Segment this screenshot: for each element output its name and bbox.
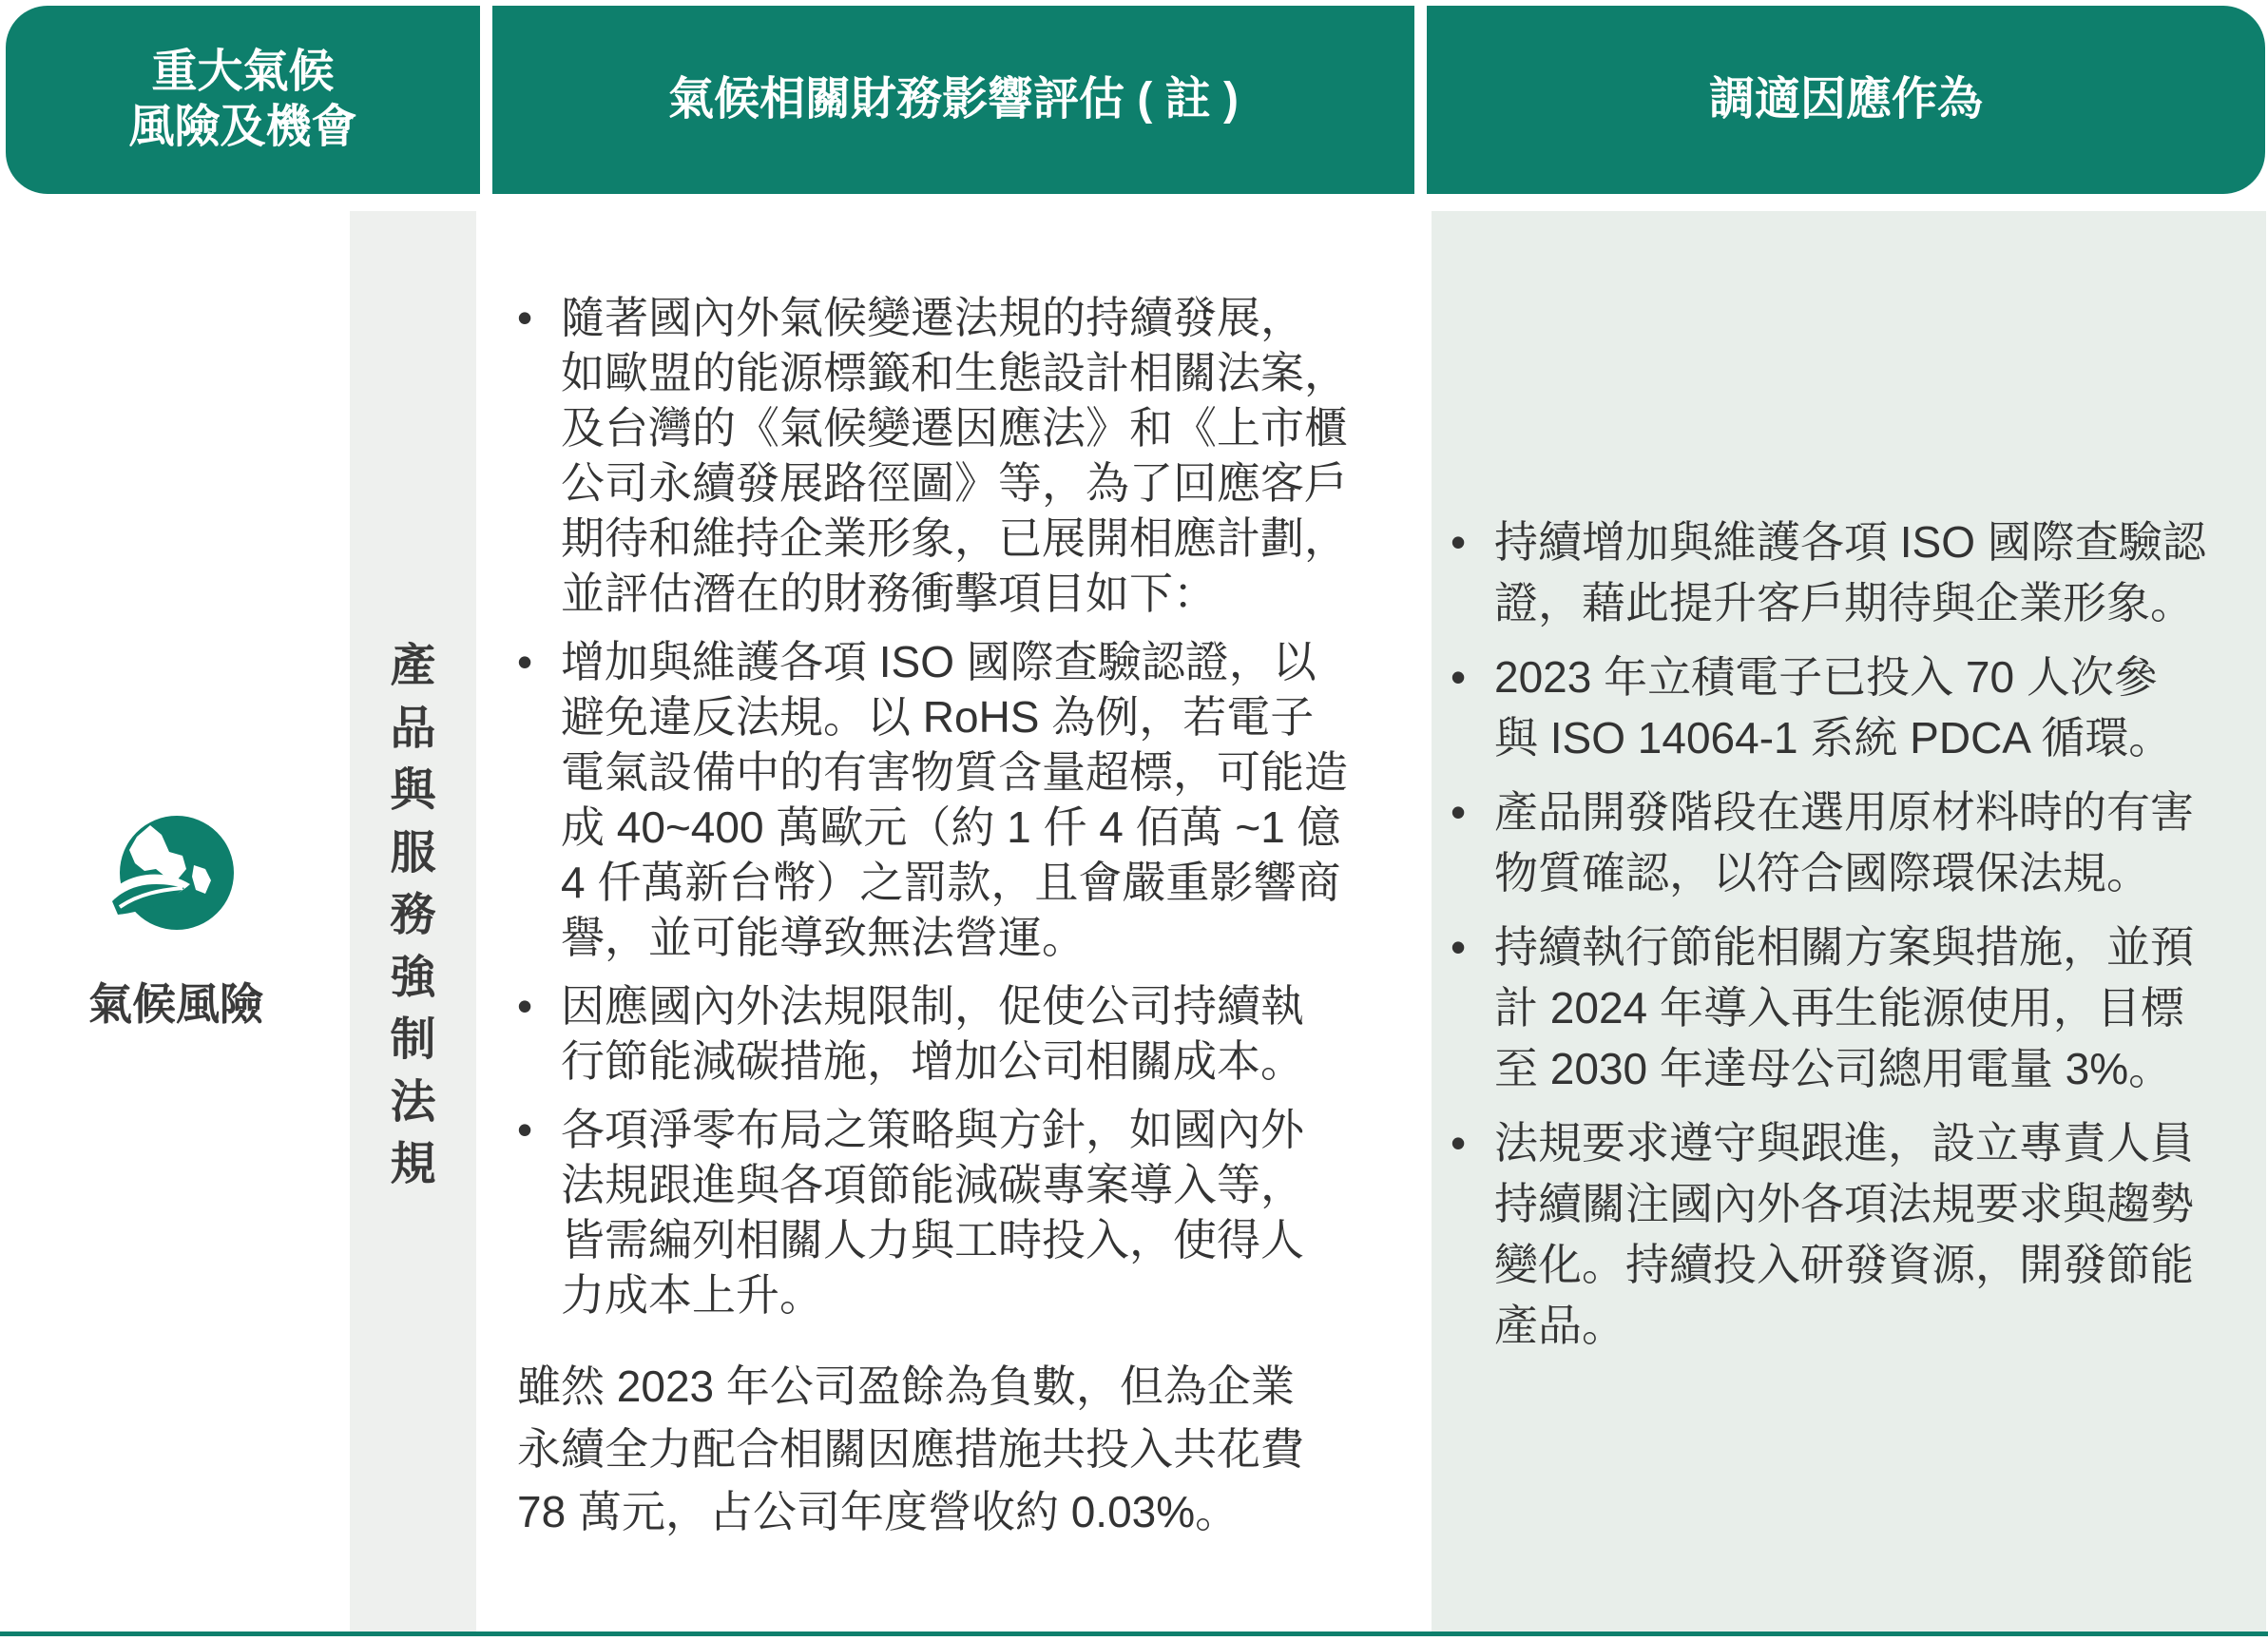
subcategory-char: 服: [390, 827, 436, 878]
action-item: • 持續增加與維護各項 ISO 國際查驗認 證，藉此提升客戶期待與企業形象。: [1451, 512, 2255, 633]
action-item: • 產品開發階段在選用原材料時的有害 物質確認，以符合國際環保法規。: [1451, 782, 2255, 903]
assessment-item: • 隨著國內外氣候變遷法規的持續發展， 如歐盟的能源標籤和生態設計相關法案， 及台灣的《氣候變遷因應法》和《上市櫃 公司永續發展路徑圖》等，為了回應客戶 期待和維持企業形象，已展開相應計劃， 並評估潛在的財務衝擊項目如下：: [517, 290, 1411, 621]
subcategory-char: 強: [390, 952, 436, 1003]
header-col1-line2: 風險及機會: [128, 102, 357, 152]
subcategory-char: 制: [390, 1014, 436, 1065]
assessment-summary: 雖然 2023 年公司盈餘為負數，但為企業 永續全力配合相關因應措施共投入共花費 78 萬元，占公司年度營收約 0.03%。: [517, 1361, 1304, 1536]
header-adaptation-actions: [1427, 6, 2265, 194]
actions-list: [1451, 512, 2255, 1356]
subcategory-char: 品: [390, 703, 436, 754]
risk-label: 氣候風險: [88, 979, 263, 1029]
subcategory-label: [350, 635, 476, 1196]
leaf-globe-icon: [106, 814, 234, 934]
assessment-list: [517, 290, 1411, 1322]
header-col2-text: 氣候相關財務影響評估 ( 註 ): [668, 74, 1239, 125]
subcategory-char: 法: [390, 1076, 436, 1128]
assessment-item: • 各項淨零布局之策略與方針，如國內外 法規跟進與各項節能減碳專案導入等， 皆需編列相關人力與工時投入，使得人 力成本上升。: [517, 1102, 1411, 1322]
header-major-risk-opportunity: [6, 6, 480, 194]
subcategory-char: 與: [390, 765, 436, 816]
subcategory-char: 務: [390, 890, 436, 940]
action-item: • 持續執行節能相關方案與措施，並預 計 2024 年導入再生能源使用，目標 至 2030 年達母公司總用電量 3%。: [1451, 917, 2255, 1099]
header-col3-text: 調適因應作為: [1708, 74, 1983, 125]
subcategory-char: 產: [390, 641, 436, 691]
table-bottom-border: [0, 1631, 2268, 1636]
header-financial-impact: [492, 6, 1414, 194]
subcategory-char: 規: [390, 1139, 436, 1189]
assessment-item: • 因應國內外法規限制，促使公司持續執 行節能減碳措施，增加公司相關成本。: [517, 978, 1411, 1089]
assessment-item: • 增加與維護各項 ISO 國際查驗認證，以 避免違反法規。以 RoHS 為例，若電子 電氣設備中的有害物質含量超標，可能造 成 40~400 萬歐元（約 1 仟 4 佰萬 ~1 億 4 仟萬新台幣）之罰款，且會嚴重影響商 譽，並可能導致無法營運。: [517, 634, 1411, 965]
header-col1-line1: 重大氣候: [151, 47, 335, 98]
action-item: • 法規要求遵守與跟進，設立專責人員 持續關注國內外各項法規要求與趨勢 變化。持續投入研發資源，開發節能 產品。: [1451, 1112, 2255, 1356]
action-item: • 2023 年立積電子已投入 70 人次參 與 ISO 14064-1 系統 PDCA 循環。: [1451, 647, 2255, 768]
